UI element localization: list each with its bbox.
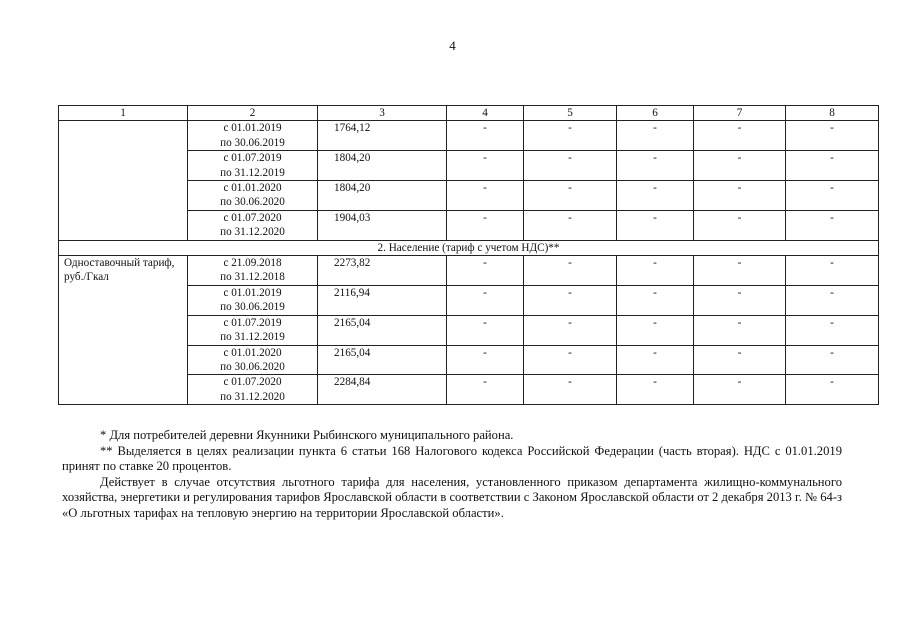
tariff-table [58, 105, 879, 405]
period-start: с 01.01.2019 [223, 286, 282, 299]
empty-value-cell: - [617, 151, 694, 181]
column-header-2: 2 [188, 106, 318, 121]
empty-value-cell: - [617, 315, 694, 345]
period-cell [188, 285, 318, 315]
tariff-value: 2165,04 [318, 345, 447, 375]
empty-value-cell: - [524, 151, 617, 181]
empty-value-cell: - [447, 315, 524, 345]
empty-value-cell: - [447, 181, 524, 211]
empty-value-cell: - [447, 285, 524, 315]
category-cell: Одноставочный тариф, руб./Гкал [59, 256, 188, 405]
empty-value-cell: - [786, 256, 879, 286]
empty-value-cell: - [694, 315, 786, 345]
period-start: с 21.09.2018 [223, 257, 282, 270]
period-start: с 01.01.2020 [223, 346, 282, 359]
empty-value-cell: - [524, 345, 617, 375]
period-start: с 01.07.2019 [223, 152, 282, 165]
empty-value-cell: - [786, 375, 879, 405]
column-header-4: 4 [447, 106, 524, 121]
column-header-1: 1 [59, 106, 188, 121]
tariff-value: 1904,03 [318, 210, 447, 240]
category-cell [59, 121, 188, 240]
table-row [59, 256, 879, 286]
empty-value-cell: - [694, 210, 786, 240]
column-header-3: 3 [318, 106, 447, 121]
period-start: с 01.07.2019 [223, 316, 282, 329]
period-cell [188, 375, 318, 405]
period-end: по 31.12.2018 [220, 271, 285, 284]
tariff-value: 2165,04 [318, 315, 447, 345]
table-row [59, 121, 879, 151]
period-end: по 31.12.2019 [220, 166, 285, 179]
empty-value-cell: - [617, 256, 694, 286]
tariff-value: 1804,20 [318, 181, 447, 211]
empty-value-cell: - [786, 345, 879, 375]
footnote-3: Действует в случае отсутствия льготного тарифа для населения, установленного приказом департамента жилищно-коммунального хозяйства, энергетики и регулирования тарифов Ярославской области в соответствии с Законом Ярославской области от 2 декабря 2013 г. № 64-з «О льготных тарифах на тепловую энергию на территории Ярославской области». [62, 474, 842, 520]
period-end: по 31.12.2020 [220, 390, 285, 403]
period-cell [188, 345, 318, 375]
period-end: по 30.06.2020 [220, 360, 285, 373]
period-start: с 01.01.2019 [223, 122, 282, 135]
empty-value-cell: - [786, 285, 879, 315]
period-cell [188, 315, 318, 345]
period-end: по 30.06.2019 [220, 136, 285, 149]
empty-value-cell: - [447, 151, 524, 181]
empty-value-cell: - [524, 181, 617, 211]
period-cell [188, 121, 318, 151]
period-start: с 01.07.2020 [223, 376, 282, 389]
empty-value-cell: - [524, 285, 617, 315]
empty-value-cell: - [786, 181, 879, 211]
period-cell [188, 210, 318, 240]
empty-value-cell: - [447, 345, 524, 375]
tariff-value: 2284,84 [318, 375, 447, 405]
empty-value-cell: - [524, 315, 617, 345]
empty-value-cell: - [694, 285, 786, 315]
section-row [59, 240, 879, 255]
empty-value-cell: - [617, 121, 694, 151]
empty-value-cell: - [447, 121, 524, 151]
section-title: 2. Население (тариф с учетом НДС)** [59, 240, 879, 255]
empty-value-cell: - [524, 256, 617, 286]
empty-value-cell: - [694, 256, 786, 286]
column-header-8: 8 [786, 106, 879, 121]
tariff-value: 2273,82 [318, 256, 447, 286]
empty-value-cell: - [524, 375, 617, 405]
period-start: с 01.01.2020 [223, 182, 282, 195]
empty-value-cell: - [694, 181, 786, 211]
tariff-value: 2116,94 [318, 285, 447, 315]
page-number: 4 [449, 38, 456, 53]
period-end: по 30.06.2020 [220, 196, 285, 209]
period-end: по 30.06.2019 [220, 301, 285, 314]
empty-value-cell: - [786, 121, 879, 151]
empty-value-cell: - [786, 151, 879, 181]
empty-value-cell: - [524, 121, 617, 151]
empty-value-cell: - [694, 151, 786, 181]
column-header-5: 5 [524, 106, 617, 121]
empty-value-cell: - [617, 210, 694, 240]
period-cell [188, 256, 318, 286]
empty-value-cell: - [447, 375, 524, 405]
footnotes [62, 428, 842, 522]
empty-value-cell: - [447, 210, 524, 240]
header-row [59, 106, 879, 121]
empty-value-cell: - [617, 181, 694, 211]
footnote-2: ** Выделяется в целях реализации пункта 6 статьи 168 Налогового кодекса Российской Федерации (часть вторая). НДС с 01.01.2019 принят по ставке 20 процентов. [62, 443, 842, 474]
empty-value-cell: - [694, 121, 786, 151]
empty-value-cell: - [694, 345, 786, 375]
tariff-value: 1804,20 [318, 151, 447, 181]
empty-value-cell: - [694, 375, 786, 405]
column-header-6: 6 [617, 106, 694, 121]
footnote-1: * Для потребителей деревни Якунники Рыбинского муниципального района. [100, 428, 514, 442]
tariff-value: 1764,12 [318, 121, 447, 151]
empty-value-cell: - [786, 315, 879, 345]
period-cell [188, 151, 318, 181]
column-header-7: 7 [694, 106, 786, 121]
empty-value-cell: - [617, 375, 694, 405]
empty-value-cell: - [617, 345, 694, 375]
empty-value-cell: - [617, 285, 694, 315]
period-start: с 01.07.2020 [223, 211, 282, 224]
empty-value-cell: - [786, 210, 879, 240]
empty-value-cell: - [524, 210, 617, 240]
period-cell [188, 181, 318, 211]
period-end: по 31.12.2019 [220, 331, 285, 344]
empty-value-cell: - [447, 256, 524, 286]
period-end: по 31.12.2020 [220, 226, 285, 239]
table-body [59, 106, 879, 405]
